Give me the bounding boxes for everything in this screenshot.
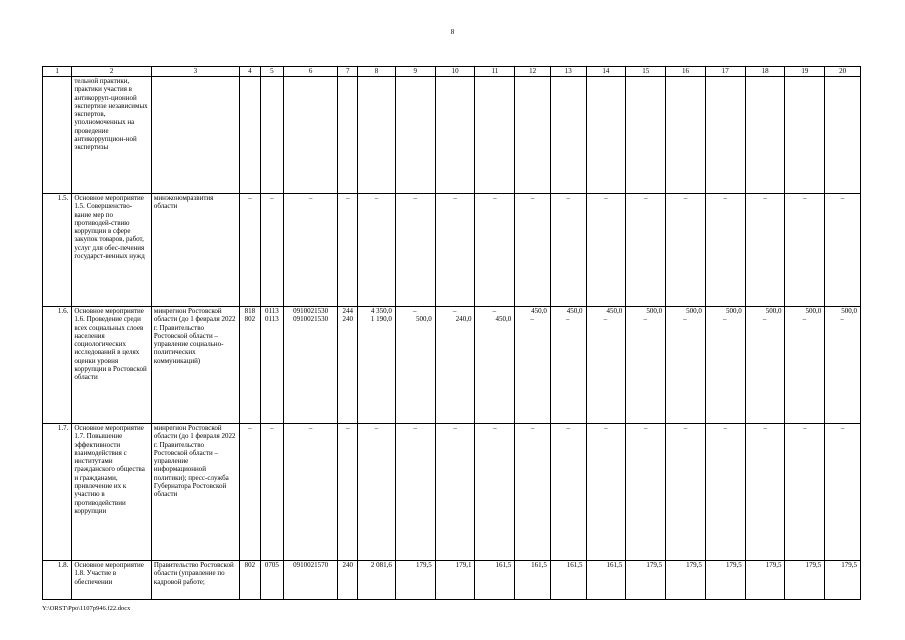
table-row — [43, 194, 861, 307]
responsible-executor — [151, 77, 239, 194]
cell-value: – — [492, 307, 497, 315]
cell-col-12 — [515, 77, 551, 194]
cell-col-4: – — [239, 424, 260, 561]
cell-col-14: 161,5 — [586, 561, 626, 600]
cell-col-12: 161,5 — [515, 561, 551, 600]
cell-col-9 — [395, 77, 435, 194]
responsible-executor: минрегион Ростовской области (до 1 февраля 2022 г. Правительство Ростовской области – управление информационной политики); пресс-служба Губернатора Ростовской области — [151, 424, 239, 561]
column-number-4: 4 — [239, 67, 260, 77]
cell-col-8 — [358, 77, 396, 194]
cell-col-10: 179,1 — [435, 561, 475, 600]
cell-col-9: – — [395, 194, 435, 307]
cell-col-4: – — [239, 194, 260, 307]
cell-col-11: – — [475, 194, 515, 307]
cell-col-16 — [666, 307, 706, 424]
cell-col-19: 179,5 — [785, 561, 825, 600]
cell-col-14: – — [586, 424, 626, 561]
cell-col-13 — [550, 307, 586, 424]
cell-col-9: 179,5 — [395, 561, 435, 600]
measure-name: тельной практики, практики участия в антикорруп-ционной экспертизе независимых экспертов, уполномоченных на проведение антикоррупцион-ной экспертизы — [72, 77, 152, 194]
cell-col-19: – — [785, 194, 825, 307]
column-number-17: 17 — [705, 67, 745, 77]
cell-col-20: – — [825, 424, 861, 561]
cell-col-16 — [666, 77, 706, 194]
cell-col-9: – — [395, 424, 435, 561]
column-number-8: 8 — [358, 67, 396, 77]
cell-col-17: – — [705, 424, 745, 561]
cell-value: 450,0 — [606, 307, 623, 315]
cell-col-10: – — [435, 194, 475, 307]
cell-value: 4 350,0 — [370, 307, 392, 315]
column-number-3: 3 — [151, 67, 239, 77]
row-number: 1.5. — [43, 194, 72, 307]
cell-value: – — [452, 307, 457, 315]
row-number: 1.6. — [43, 307, 72, 424]
cell-col-4: 802 — [239, 561, 260, 600]
row-number: 1.8. — [43, 561, 72, 600]
cell-col-10 — [435, 77, 475, 194]
cell-value: – — [603, 315, 608, 324]
cell-col-4 — [239, 307, 260, 424]
column-number-16: 16 — [666, 67, 706, 77]
cell-value: 0113 — [264, 315, 279, 324]
column-number-7: 7 — [338, 67, 358, 77]
cell-col-10: – — [435, 424, 475, 561]
cell-value: 500,0 — [725, 307, 742, 315]
cell-value: 500,0 — [415, 315, 432, 324]
column-number-11: 11 — [475, 67, 515, 77]
cell-col-6: 0910021570 — [283, 561, 337, 600]
cell-col-7: – — [338, 194, 358, 307]
table-row — [43, 307, 861, 424]
cell-value: 818 — [244, 307, 256, 315]
cell-col-15 — [626, 77, 666, 194]
column-number-5: 5 — [260, 67, 283, 77]
table-row — [43, 424, 861, 561]
measure-name: Основное мероприятие 1.8. Участие в обеспечении — [72, 561, 152, 600]
measure-name: Основное мероприятие 1.6. Проведение среди всех социальных слоев населения социологических исследований в целях оценки уровня коррупции в Ростовской области — [72, 307, 152, 424]
cell-col-20: – — [825, 194, 861, 307]
cell-value: – — [565, 315, 570, 324]
cell-col-18 — [745, 307, 785, 424]
responsible-executor: минрегион Ростовской области (до 1 февраля 2022 г. Правительство Ростовской области – управление социально-политических коммуникаций) — [151, 307, 239, 424]
cell-col-18 — [745, 77, 785, 194]
cell-value: 500,0 — [841, 307, 857, 315]
cell-value: 450,0 — [495, 315, 512, 324]
cell-value: – — [643, 315, 647, 324]
cell-value: 0113 — [264, 307, 279, 315]
cell-col-10 — [435, 307, 475, 424]
cell-col-5: – — [260, 424, 283, 561]
column-number-19: 19 — [785, 67, 825, 77]
column-number-12: 12 — [515, 67, 551, 77]
cell-col-6 — [283, 307, 337, 424]
column-number-14: 14 — [586, 67, 626, 77]
cell-col-15: – — [626, 194, 666, 307]
cell-col-8: – — [358, 194, 396, 307]
cell-col-7: – — [338, 424, 358, 561]
cell-col-17: – — [705, 194, 745, 307]
cell-col-5 — [260, 307, 283, 424]
row-number — [43, 77, 72, 194]
cell-value: 802 — [244, 315, 256, 324]
column-number-10: 10 — [435, 67, 475, 77]
cell-col-9 — [395, 307, 435, 424]
column-number-18: 18 — [745, 67, 785, 77]
column-number-2: 2 — [72, 67, 152, 77]
cell-value: 0910021530 — [293, 315, 329, 324]
cell-col-20 — [825, 77, 861, 194]
cell-col-17 — [705, 307, 745, 424]
cell-value: – — [762, 315, 767, 324]
page-number: 8 — [450, 28, 455, 36]
cell-col-5: 0705 — [260, 561, 283, 600]
column-number-13: 13 — [550, 67, 586, 77]
cell-col-17 — [705, 77, 745, 194]
cell-value: 500,0 — [765, 307, 782, 315]
cell-col-15: 179,5 — [626, 561, 666, 600]
responsible-executor: Правительство Ростовской области (управление по кадровой работе; — [151, 561, 239, 600]
cell-col-7: 240 — [338, 561, 358, 600]
cell-col-14: – — [586, 194, 626, 307]
responsible-executor: минэкономразвития области — [151, 194, 239, 307]
cell-value: 240 — [342, 315, 353, 324]
cell-col-14 — [586, 77, 626, 194]
cell-col-4 — [239, 77, 260, 194]
cell-value: 450,0 — [531, 307, 547, 315]
cell-col-13 — [550, 77, 586, 194]
cell-value: 1 190,0 — [370, 315, 392, 324]
row-number: 1.7. — [43, 424, 72, 561]
column-number-1: 1 — [43, 67, 72, 77]
cell-value: – — [840, 315, 844, 324]
cell-value: 500,0 — [805, 307, 822, 315]
cell-col-13: – — [550, 424, 586, 561]
cell-value: – — [413, 307, 417, 315]
cell-col-20 — [825, 307, 861, 424]
cell-col-19 — [785, 77, 825, 194]
cell-col-6: – — [283, 194, 337, 307]
cell-col-13: – — [550, 194, 586, 307]
cell-col-13: 161,5 — [550, 561, 586, 600]
cell-col-7 — [338, 307, 358, 424]
cell-col-14 — [586, 307, 626, 424]
measure-name: Основное мероприятие 1.5. Совершенство-вание мер по противодей-ствию коррупции в сфере закупок товаров, работ, услуг для обес-печения государст-венных нужд — [72, 194, 152, 307]
cell-col-11 — [475, 77, 515, 194]
cell-value: 450,0 — [566, 307, 583, 315]
cell-col-19: – — [785, 424, 825, 561]
cell-col-6: – — [283, 424, 337, 561]
cell-col-12: – — [515, 424, 551, 561]
cell-col-18: – — [745, 424, 785, 561]
cell-col-18: 179,5 — [745, 561, 785, 600]
cell-col-11 — [475, 307, 515, 424]
cell-col-8: 2 081,6 — [358, 561, 396, 600]
cell-col-6 — [283, 77, 337, 194]
measure-name: Основное мероприятие 1.7. Повышение эффективности взаимодействия с институтами гражданского общества и гражданами, привлечение их к участию в противодействии коррупции — [72, 424, 152, 561]
column-number-15: 15 — [626, 67, 666, 77]
cell-col-8 — [358, 307, 396, 424]
cell-value: – — [683, 315, 687, 324]
cell-value: 0910021530 — [293, 307, 329, 315]
cell-value: 244 — [342, 307, 353, 315]
cell-value: – — [802, 315, 807, 324]
cell-col-18: – — [745, 194, 785, 307]
cell-col-5 — [260, 77, 283, 194]
cell-col-12: – — [515, 194, 551, 307]
cell-col-11: – — [475, 424, 515, 561]
cell-col-12 — [515, 307, 551, 424]
cell-value: 500,0 — [646, 307, 663, 315]
table-row — [43, 77, 861, 194]
column-number-6: 6 — [283, 67, 337, 77]
cell-col-17: 179,5 — [705, 561, 745, 600]
program-table — [42, 66, 861, 600]
cell-value: 240,0 — [455, 315, 472, 324]
cell-value: 500,0 — [686, 307, 702, 315]
cell-col-15 — [626, 307, 666, 424]
cell-col-16: 179,5 — [666, 561, 706, 600]
cell-col-20: 179,5 — [825, 561, 861, 600]
cell-value: – — [723, 315, 727, 324]
cell-col-16: – — [666, 424, 706, 561]
cell-value: – — [530, 315, 534, 324]
column-number-row — [43, 67, 861, 77]
cell-col-5: – — [260, 194, 283, 307]
cell-col-15: – — [626, 424, 666, 561]
file-path-footer: Y:\ORST\Ppo\1107p946.f22.docx — [42, 605, 131, 612]
cell-col-11: 161,5 — [475, 561, 515, 600]
cell-col-16: – — [666, 194, 706, 307]
column-number-20: 20 — [825, 67, 861, 77]
cell-col-7 — [338, 77, 358, 194]
cell-col-19 — [785, 307, 825, 424]
cell-col-8: – — [358, 424, 396, 561]
column-number-9: 9 — [395, 67, 435, 77]
table-row — [43, 561, 861, 600]
